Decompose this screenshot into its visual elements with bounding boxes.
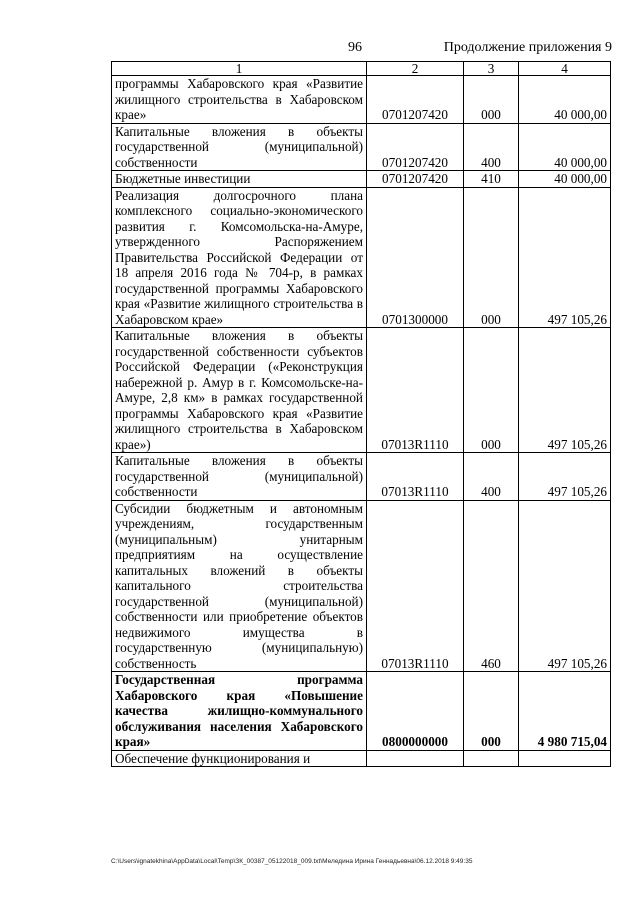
row-target-code: 0701207420: [367, 76, 464, 124]
row-amount: 40 000,00: [519, 171, 611, 188]
table-row: [112, 750, 611, 767]
row-name: Капитальные вложения в объекты государственной собственности субъектов Российской Федерации («Реконструкция набережной р. Амур в г. Комсомольске-на-Амуре, 2,8 км» в рамках государственной программы Хабаровского края «Развитие жилищного строительства в Хабаровском крае»): [112, 328, 367, 453]
row-target-code: 07013R1110: [367, 453, 464, 501]
row-amount: 4 980 715,04: [519, 672, 611, 751]
column-number-2: 2: [367, 62, 464, 76]
row-amount: 497 105,26: [519, 187, 611, 328]
row-name: Реализация долгосрочного плана комплексного социально-экономического развития г. Комсомольска-на-Амуре, утвержденного Распоряжением Правительства Российской Федерации от 18 апреля 2016 года № 704-р, в рамках государственной программы Хабаровского края «Развитие жилищного строительства в Хабаровском крае»: [112, 187, 367, 328]
row-expense-type: 000: [464, 187, 519, 328]
column-number-1: 1: [112, 62, 367, 76]
row-expense-type: 000: [464, 328, 519, 453]
row-amount: 40 000,00: [519, 76, 611, 124]
row-expense-type: 000: [464, 672, 519, 751]
budget-table: [111, 61, 611, 767]
row-name: Бюджетные инвестиции: [112, 171, 367, 188]
row-target-code: 07013R1110: [367, 328, 464, 453]
table-row: [112, 187, 611, 328]
table-row: [112, 328, 611, 453]
column-number-row: [112, 62, 611, 76]
row-target-code: 07013R1110: [367, 500, 464, 672]
row-expense-type: 410: [464, 171, 519, 188]
table-row: [112, 171, 611, 188]
row-target-code: 0701207420: [367, 171, 464, 188]
row-expense-type: [464, 750, 519, 767]
row-name: Государственная программа Хабаровского края «Повышение качества жилищно-коммунального обслуживания населения Хабаровского края»: [112, 672, 367, 751]
table-row: [112, 500, 611, 672]
row-expense-type: 000: [464, 76, 519, 124]
row-name: Капитальные вложения в объекты государственной (муниципальной) собственности: [112, 123, 367, 171]
row-name: программы Хабаровского края «Развитие жилищного строительства в Хабаровском крае»: [112, 76, 367, 124]
row-target-code: 0701300000: [367, 187, 464, 328]
row-expense-type: 400: [464, 123, 519, 171]
row-target-code: [367, 750, 464, 767]
page-number: 96: [348, 40, 362, 55]
row-name: Обеспечение функционирования и: [112, 750, 367, 767]
row-expense-type: 460: [464, 500, 519, 672]
footer-file-path: C:\Users\ignatekhina\AppData\Local\Temp\ЗК_00387_05122018_009.txt\Меледина Ирина Геннадьевна\06.12.2018 9:49:35: [111, 858, 473, 865]
column-number-4: 4: [519, 62, 611, 76]
table-row: [112, 453, 611, 501]
row-name: Капитальные вложения в объекты государственной (муниципальной) собственности: [112, 453, 367, 501]
row-amount: 40 000,00: [519, 123, 611, 171]
row-name: Субсидии бюджетным и автономным учреждениям, государственным (муниципальным) унитарным предприятиям на осуществление капитальных вложений в объекты капитального строительства государственной (муниципальной) собственности или приобретение объектов недвижимого имущества в государственную (муниципальную) собственность: [112, 500, 367, 672]
row-expense-type: 400: [464, 453, 519, 501]
table-row: [112, 76, 611, 124]
table-row-program-total: [112, 672, 611, 751]
row-amount: [519, 750, 611, 767]
row-target-code: 0701207420: [367, 123, 464, 171]
row-amount: 497 105,26: [519, 500, 611, 672]
table-row: [112, 123, 611, 171]
row-target-code: 0800000000: [367, 672, 464, 751]
continuation-label: Продолжение приложения 9: [443, 40, 612, 55]
row-amount: 497 105,26: [519, 328, 611, 453]
row-amount: 497 105,26: [519, 453, 611, 501]
column-number-3: 3: [464, 62, 519, 76]
